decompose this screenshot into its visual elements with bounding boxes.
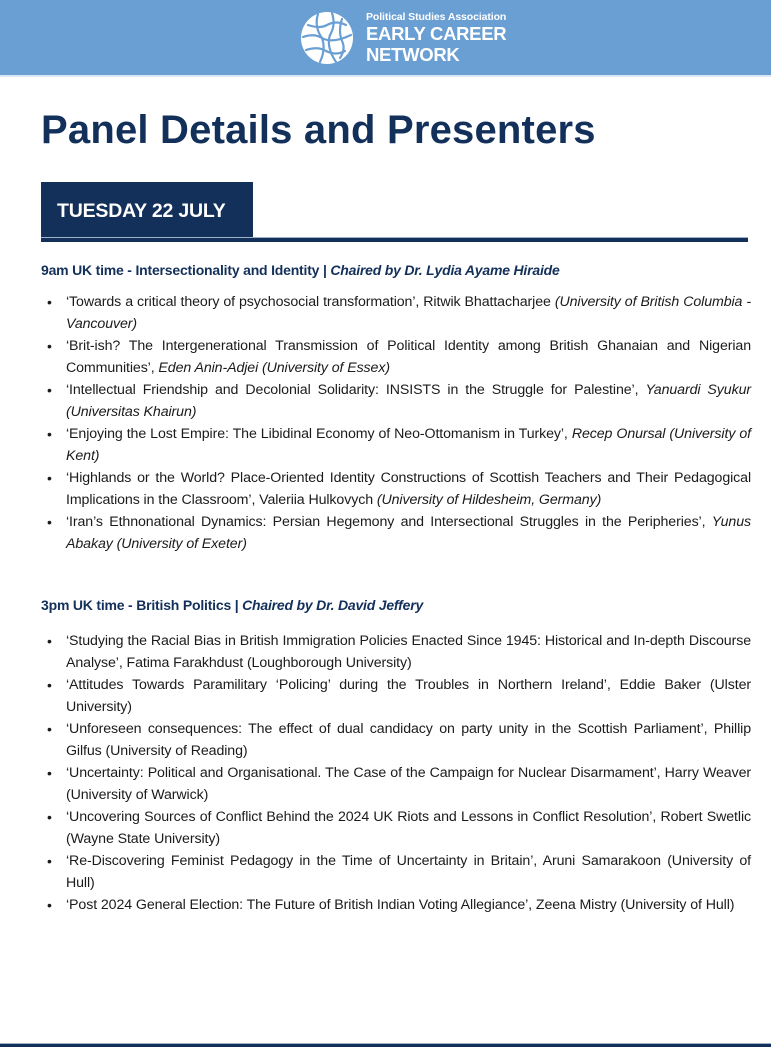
talk-title: ‘Brit-ish? The Intergenerational Transmission of Political Identity among British Ghanaian and Nigerian Communities’, bbox=[66, 338, 751, 376]
talk-title: ‘Post 2024 General Election: The Future of British Indian Voting Allegiance’, bbox=[66, 897, 536, 913]
affiliation: (University of Warwick) bbox=[66, 787, 209, 803]
talk-item bbox=[41, 291, 751, 335]
presenter: Yanuardi Syukur bbox=[645, 382, 751, 398]
org-name-line-2: NETWORK bbox=[366, 44, 460, 66]
presenter: Zeena Mistry bbox=[535, 897, 621, 913]
talk-item bbox=[41, 762, 751, 806]
presenter: Aruni Samarakoon bbox=[542, 853, 668, 869]
talk-item bbox=[41, 423, 751, 467]
talk-title: ‘Re-Discovering Feminist Pedagogy in the Time of Uncertainty in Britain’, bbox=[66, 853, 543, 869]
talk-title: ‘Uncertainty: Political and Organisational. The Case of the Campaign for Nuclear Disarmament’, bbox=[66, 765, 665, 781]
talk-title: ‘Towards a critical theory of psychosocial transformation’, bbox=[66, 294, 424, 310]
talk-title: ‘Studying the Racial Bias in British Immigration Policies Enacted Since 1945: Historical and In-depth Discourse Analyse’, bbox=[66, 633, 751, 671]
affiliation: (University of Hull) bbox=[66, 853, 751, 891]
presenter: Ritwik Bhattacharjee bbox=[423, 294, 555, 310]
talk-item bbox=[41, 379, 751, 423]
talk-title: ‘Enjoying the Lost Empire: The Libidinal Economy of Neo-Ottomanism in Turkey’, bbox=[66, 426, 572, 442]
affiliation: (University of Essex) bbox=[261, 360, 390, 376]
affiliation: (Ulster University) bbox=[66, 677, 751, 715]
talk-title: ‘Highlands or the World? Place-Oriented Identity Constructions of Scottish Teachers and Their Pedagogical Implications in the Classroom’, bbox=[66, 470, 751, 508]
talk-list bbox=[41, 291, 751, 555]
talk-list bbox=[41, 630, 751, 916]
talk-item bbox=[41, 718, 751, 762]
presenter: Robert Swetlic bbox=[660, 809, 751, 825]
session-morning bbox=[41, 262, 751, 555]
talk-item bbox=[41, 511, 751, 555]
talk-item bbox=[41, 630, 751, 674]
talk-item bbox=[41, 850, 751, 894]
talk-item bbox=[41, 806, 751, 850]
header-banner bbox=[0, 0, 771, 77]
talk-title: ‘Intellectual Friendship and Decolonial Solidarity: INSISTS in the Struggle for Palestine’, bbox=[66, 382, 646, 398]
affiliation: (University of Exeter) bbox=[116, 536, 247, 552]
presenter: Recep Onursal bbox=[571, 426, 670, 442]
talk-item bbox=[41, 467, 751, 511]
affiliation: (University of Reading) bbox=[105, 743, 248, 759]
org-name-line-1: EARLY CAREER bbox=[366, 23, 507, 45]
globe-network-icon bbox=[300, 11, 354, 65]
session-chair: Chaired by Dr. David Jeffery bbox=[242, 597, 424, 613]
talk-item bbox=[41, 335, 751, 379]
page-title: Panel Details and Presenters bbox=[41, 108, 596, 152]
psa-ecn-logo bbox=[300, 11, 506, 65]
session-afternoon bbox=[41, 597, 751, 916]
talk-item bbox=[41, 674, 751, 718]
talk-title: ‘Attitudes Towards Paramilitary ‘Policing’ during the Troubles in Northern Ireland’, bbox=[66, 677, 620, 693]
presenter: Eddie Baker bbox=[619, 677, 710, 693]
talk-title: ‘Iran’s Ethnonational Dynamics: Persian Hegemony and Intersectional Struggles in the Peripheries’, bbox=[66, 514, 712, 530]
affiliation: (University of Hildesheim, Germany) bbox=[376, 492, 602, 508]
talk-item bbox=[41, 894, 751, 916]
session-heading bbox=[41, 262, 751, 278]
presenter: Eden Anin-Adjei bbox=[158, 360, 262, 376]
org-subtitle: Political Studies Association bbox=[366, 10, 507, 23]
day-heading: TUESDAY 22 JULY bbox=[41, 182, 253, 241]
presenter: Harry Weaver bbox=[664, 765, 751, 781]
presenter: Fatima Farakhdust bbox=[126, 655, 247, 671]
affiliation: (Wayne State University) bbox=[66, 831, 220, 847]
day-divider bbox=[41, 237, 748, 242]
affiliation: (Universitas Khairun) bbox=[66, 404, 197, 420]
affiliation: (University of British Columbia - Vancouver) bbox=[66, 294, 751, 332]
affiliation: (University of Hull) bbox=[620, 897, 735, 913]
session-time-title: 3pm UK time - British Politics | bbox=[41, 597, 243, 613]
affiliation: (University of Kent) bbox=[66, 426, 751, 464]
session-chair: Chaired by Dr. Lydia Ayame Hiraide bbox=[330, 262, 560, 278]
session-heading bbox=[41, 597, 751, 613]
footer-bar bbox=[0, 1043, 771, 1047]
talk-title: ‘Unforeseen consequences: The effect of dual candidacy on party unity in the Scottish Parliament’, bbox=[66, 721, 714, 737]
session-time-title: 9am UK time - Intersectionality and Identity | bbox=[41, 262, 331, 278]
affiliation: (Loughborough University) bbox=[246, 655, 412, 671]
presenter: Valeriia Hulkovych bbox=[259, 492, 377, 508]
presenter: Phillip Gilfus bbox=[66, 721, 751, 759]
presenter: Yunus Abakay bbox=[66, 514, 751, 552]
talk-title: ‘Uncovering Sources of Conflict Behind the 2024 UK Riots and Lessons in Conflict Resolution’, bbox=[66, 809, 661, 825]
